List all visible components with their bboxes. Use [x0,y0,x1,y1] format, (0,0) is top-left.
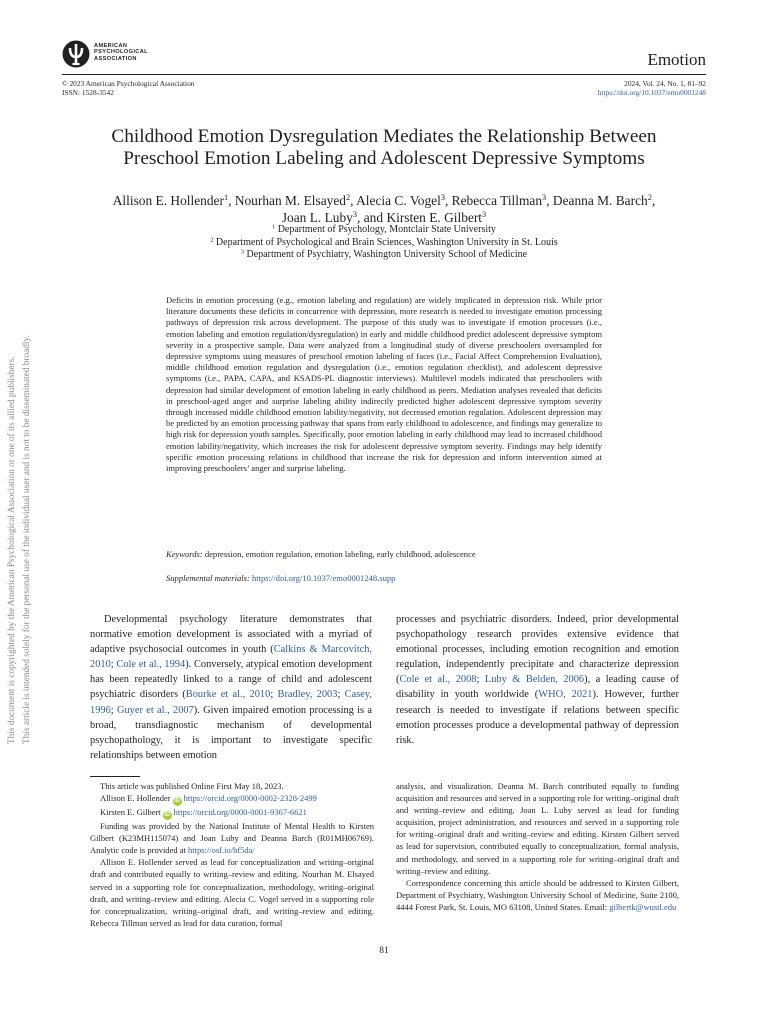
author-and: and [363,210,384,225]
citation-link[interactable]: Calkins & Marcovitch, 2010 [90,644,372,671]
author-name: Alecia C. Vogel [356,193,441,208]
copyright-block [62,79,194,97]
body-column-right [396,612,679,748]
header-rule [62,74,706,75]
doi-link[interactable]: https://doi.org/10.1037/emo0001248 [597,88,706,97]
author-name: Allison E. Hollender [112,193,224,208]
title-line: Preschool Emotion Labeling and Adolescent Depressive Symptoms [123,148,645,169]
orcid-line: Kirsten E. Gilbert iD https://orcid.org/0000-0001-9367-6621 [100,807,307,819]
body-paragraph: Developmental psychology literature demonstrates that normative emotion development is associated with a myriad of adaptive psychosocial outcomes in youth (Calkins & Marcovitch, 2010; Cole et al., 1994). Conversely, atypical emotion development has been repeatedly linked to a range of child and adolescent psychiatric disorders (Bourke et al., 2010; Bradley, 2003; Casey, 1996; Guyer et al., 2007). Given impaired emotion processing is a broad, transdiagnostic mechanism of developmental psychopathology, it is important to investigate specific relationships between emotion [90,614,372,761]
orcid-link[interactable]: https://orcid.org/0000-0001-9367-6621 [173,807,307,818]
copyright-side-notice [5,284,35,744]
footnotes-left [90,780,374,929]
citation-link[interactable]: Luby & Belden, 2006 [484,674,585,686]
orcid-icon: iD [174,798,181,805]
footnotes-right [396,780,679,913]
citation-link[interactable]: Cole et al., 2008 [399,674,477,686]
volume-block [598,79,706,97]
citation-link[interactable]: WHO, 2021 [538,689,593,701]
published-note: This article was published Online First May 18, 2023. [100,781,284,791]
logo-wordmark: AMERICAN PSYCHOLOGICAL ASSOCIATION [94,43,148,62]
author-affil-sup: 1 [223,193,229,203]
author-affil-sup: 2 [346,193,351,203]
author-affil-sup: 3 [482,210,487,220]
author-name: Joan L. Luby [281,210,353,225]
citation-link[interactable]: Cole et al., 1994 [116,659,186,671]
author-affil-sup: 3 [440,193,445,203]
orcid-icon: iD [164,812,171,819]
citation-link[interactable]: Bourke et al., 2010 [185,689,271,701]
contributions-note: Allison E. Hollender served as lead for conceptualization and writing–original draft and contributed equally to writing–review and editing. Nourhan M. Elsayed served in a supporting role for conceptualization, methodology, writing–original draft, and writing–review and editing. Alecia C. Vogel served in a supporting role for conceptualization, writing–original draft, and writing–review and editing. Rebecca Tillman served as lead for data curation, formal [90,857,374,928]
article-title [62,126,706,170]
apa-psi-logo-icon [62,40,90,68]
citation-link[interactable]: Casey, 1996 [90,689,372,716]
code-link[interactable]: https://osf.io/bf5da/ [187,845,255,856]
orcid-line: Allison E. Hollender iD https://orcid.org/0000-0002-2328-2499 [100,793,317,805]
keywords-text: depression, emotion regulation, emotion labeling, early childhood, adolescence [204,549,476,559]
copyright-line: © 2023 American Psychological Association [62,79,195,88]
author-affil-sup: 2 [647,193,652,203]
contributions-note: analysis, and visualization. Deanna M. Barch contributed equally to funding acquisition and resources and served in a supporting role for writing–original draft and writing–review and editing. Joan L. Luby served as lead for funding acquisition, project administration, and resources and served in a supporting role for writing–original draft and writing–review and editing. Kirsten Gilbert served as lead for supervision, contributed equally to conceptualization, formal analysis, and methodology, and served in a supporting role for writing–original draft and writing–review and editing. [396,781,679,876]
citation-link[interactable]: Bradley, 2003 [277,689,338,701]
correspondence-note: Correspondence concerning this article should be addressed to Kirsten Gilbert, Department of Psychiatry, Washington University School of Medicine, Suite 2100, 4444 Forest Park, St. Louis, MO 63108, United States. Email: gilbertk@wustl.edu [396,877,679,912]
author-name: Rebecca Tillman [451,193,543,208]
author-name: Kirsten E. Gilbert [386,210,483,225]
orcid-link[interactable]: https://orcid.org/0000-0002-2328-2499 [183,793,317,804]
affiliation: $^2$ Department of Psychological and Brain Sciences, Washington University in St. Louis [210,235,558,248]
email-link[interactable]: gilbertk@wustl.edu [609,901,677,912]
author-list: Allison E. Hollender$^1$, Nourhan M. Elsayed$^2$, Alecia C. Vogel$^3$, Rebecca Tillman$^3$, Deanna M. Barch$^2$, Joan L. Luby$^3$, and Kirsten E. Gilbert$^3$ [112,193,656,225]
page-number: 81 [379,946,389,956]
supplemental-materials [166,573,602,584]
journal-name: Emotion [647,50,706,69]
footnote-rule [90,776,140,777]
author-affil-sup: 3 [352,210,358,220]
apa-logo [62,40,202,70]
body-column-left [90,612,372,763]
affiliation: $^1$ Department of Psychology, Montclair State University [272,223,496,235]
citation-link[interactable]: Guyer et al., 2007 [116,704,194,716]
affiliation: $^3$ Department of Psychiatry, Washington University School of Medicine [240,248,528,261]
body-paragraph: processes and psychiatric disorders. Indeed, prior developmental psychopathology research provides extensive evidence that emotional processes, including emotion recognition and emotion regulation, independently precipitate and characterize depression (Cole et al., 2008; Luby & Belden, 2006), a leading cause of disability in youth worldwide (WHO, 2021). However, further research is needed to investigate if relations between specific emotion processes produce a developmental pathway of depression risk. [396,614,680,746]
author-affil-sup: 3 [542,193,547,203]
author-name: Nourhan M. Elsayed [234,193,347,208]
keywords-label: Keywords: [166,549,203,559]
funding-note: Funding was provided by the National Institute of Mental Health to Kirsten Gilbert (K23MH115074) and Joan Luby and Deanna Barch (R01MH06769). Analytic code is provided at https://osf.io/bf5da/ [90,821,374,856]
issn-line: ISSN: 1528-3542 [62,88,114,97]
side-notice-line: This document is copyrighted by the American Psychological Association or one of its allied publishers. [7,356,17,744]
author-name: Deanna M. Barch [552,193,648,208]
supplemental-link[interactable]: https://doi.org/10.1037/emo0001248.supp [251,573,396,583]
affiliations [62,224,706,262]
volume-info: 2024, Vol. 24, No. 1, 81–92 [624,79,706,88]
abstract: Deficits in emotion processing (e.g., emotion labeling and regulation) are widely implicated in depression risk. While prior literature documents these deficits in concurrence with depression, more research is needed to investigate emotion processing pathways of depression risk across development. The purpose of this study was to investigate if emotion processes (i.e., emotion labeling and emotion regulation/dysregulation) in early and middle childhood predict adolescent depressive symptom severity in a prospective sample. Data were analyzed from a longitudinal study of diverse preschoolers oversampled for depressive symptoms using measures of preschool emotion labeling of faces (i.e., Facial Affect Comprehension Evaluation), middle childhood emotion regulation and dysregulation (i.e., emotion regulation checklist), and adolescent depressive symptoms (i.e., PAPA, CAPA, and KSADS-PL diagnostic interviews). Multilevel models indicated that preschoolers with depression had similar development of emotion labeling in early childhood as peers. Mediation analyses revealed that deficits in preschool-aged anger and surprise labeling ability indirectly predicted higher adolescent depressive symptom severity through increased middle childhood emotion lability/negativity, not decreased emotion regulation. Adolescent depression may be predicted by an emotion processing pathway that spans from early childhood to adolescence, and findings may generalize to high risk for depression youth samples. Specifically, poor emotion labeling in early childhood may lead to increased childhood emotion lability/negativity, which increases the risk for adolescent depressive symptom severity. Findings may help identify specific emotion processing relations in childhood that increase the risk for depression and inform intervention aimed at improving preschoolers’ anger and surprise labeling. [166,295,602,474]
side-notice-line: This article is intended solely for the personal use of the individual user and is not to be disseminated broadly. [21,335,32,744]
keywords [166,549,602,560]
title-line: Childhood Emotion Dysregulation Mediates the Relationship Between [111,126,657,147]
supplemental-label: Supplemental materials: [166,573,250,583]
